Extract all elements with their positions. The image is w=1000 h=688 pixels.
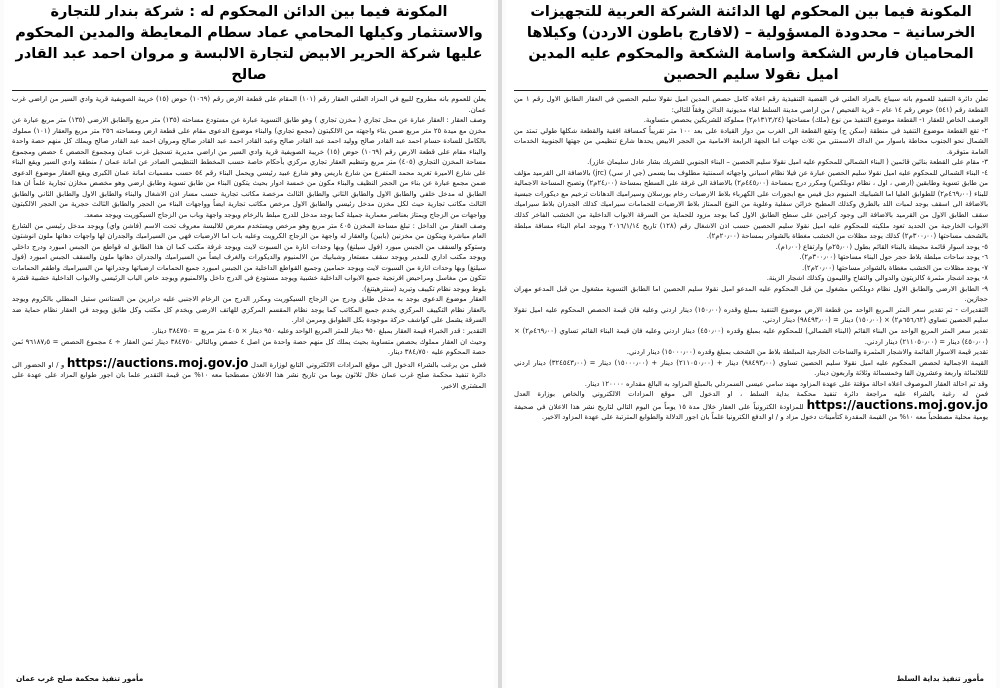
auction-website-link[interactable]: https://auctions.moj.gov.jo [66,355,249,370]
notice-paragraph: الوصف الخاص للعقار ١- القطعة موضوع التنفيذ من نوع (ملك) مساحتها (١٣١٣٫٢٤م٢) مملوكة للشريكين بحصص متساوية. [643,116,988,125]
notice-paragraph: ٩- الطابق الارضي والطابق الاول نظام دوبلكس مشغول من قبل المحكوم عليه المدعو اميل نقولا سليم الحصين اما الطابق التسوية مشغول من قبل المدعو مهران حجازين. [514,284,988,304]
auction-notice-west-amman [4,0,494,688]
notice-paragraph: التقديرات - تم تقدير سعر المتر المربع الواحد من قطعة الارض موضوع التنفيذ بمبلغ وقدره (١٥٠٫٠٠) دينار اردني وعليه فان قيمة الحصص المحكوم عليه اميل نقولا سليم الحصين تساوي (٦٥٦٫٦٢م٢) × (١٥٠٫٠٠) دينار = (٩٨٤٩٣٫٠٠) دينار اردني. [514,305,988,325]
notice-paragraph: التقدير : قدر الخبراء قيمة العقار بمبلغ ٩٥٠ دينار للمتر المربع الواحد وعليه ٩٥٠ دينار × ٤٠٥ متر مربع = ٣٨٤٧٥٠ دينار. [151,327,486,336]
notice-paragraph: فعلى من يرغب بالشراء الدخول الى موقع المزادات الالكتروني التابع لوزارة العدل https://auctions.moj.gov.jo و / او الحضور الى دائرة تنفيذ محكمة صلح غرب عمان خلال ثلاثون يوما من تاريخ نشر هذا الاعلان مصطحبا معه ١٠% من قيمة التقدير علما بان اجور طوابع المزاد على عهدة على المشتري الاخير. [12,355,486,390]
notice-paragraph: وصف العقار : العقار عبارة عن محل تجاري ( مخزن تجاري ) وهو طابق التسوية عبارة عن مستودع مساحته (١٣٥) متر مربع والطابق الارضي (١٣٥) متر مربع عبارة عن مخزن مع ميدة ٢٥ متر مربع ضمن بناء واجهته من الالكبتون (مجمع تجاري) والبناء موضوع الدعوى مقام على قطعة ارض ومساحته ٢٥٦ متر مربع والعقار (١٠١) مملوك بالكامل للسادة حسام احمد عبد القادر صالح ووليد احمد عبد القادر صالح وعبد القادر احمد عبد القادر صالح ومروان احمد عبد القادر صالح ويملك كل منهم حصة واحدة والبناء مقام على قطعة الارض رقم (١٠٦٩) حوض (١٥) خريبة الصويفية قرية وادي السير من اراضي مديرية تسجيل غرب عمان ومجموع الحصص ٤ حصص ومجموع مساحة المخزن التجاري (٤٠٥) متر مربع وتنظيم العقار تجاري مركزي بأحكام خاصة حسب المخطط التنظيمي الصادر عن امانة عمان / منطقة وادي السير ويقع البناء على شارع الاميرة تغريد محمد المتفرع من شارع باريس وهو شارع عبيد رئيسي ويحمل البناء رقم ٥٤ حسب مسميات امانة عمان الكبرى ويقع العقار موضوع الدعوى ضمن مجمع عبارة عن بناء من الحجر النظيف والبناء مكون من خمسة ادوار بحيث يتكون البناء من طابق تسوية وطابق ارضي وهو مخصص مخازن تجارية علماً ان هذا الطابق له مدخل خلفي والطابق الاول والطابق الثاني والطابق الثالث مرخصة مكاتب تجارية حسب مسار اذن الاشغال والبناء والطابق الاول والطابق الثاني والطابق الثالث مكاتب تجارية حيث لكل مخزن مدخل رئيسي والطابق الاول مرخص مكاتب تجارية ايضاً وواجهات البناء من الحجر والطابق الثالث حجرية من الحجر الالكبتون وواجهات من الزجاج ويمتاز بعناصر معمارية جميلة كما يوجد مدخل للدرج مبلط بالرخام ويوجد واجهة وباب من الزجاج السيكوريت ويوجد مصعد. [12,116,486,220]
auction-website-link[interactable]: https://auctions.moj.gov.jo [806,397,988,412]
notice-paragraph: وحيث ان العقار مملوك بحصص متساوية بحيث يملك كل منهم حصة واحدة من اصل ٤ حصص وبالتالي ٣٨٤٧٥٠ دينار ثمن العقار ÷ ٤ مجموع الحصص = ٩٦١٨٧٫٥ ثمن حصة المحكوم عليه ٣٨٤٫٧٥٠ دينار. [12,337,486,357]
notice-paragraph: تقدير سعر المتر المربع الواحد من البناء القائم (البناء الشمالي) للمحكوم عليه بمبلغ وقدره (٤٥٠٫٠٠) دينار اردني وعليه فان قيمة البناء القائم تساوي (٤٦٩٫٠٠م٢) × (٤٥٠٫٠٠) دينار = (٢١١٠٥٠٫٠٠) دينار اردني. [514,327,988,346]
auction-notice-salt [506,0,996,688]
notice-paragraph: وقد تم احالة العقار الموصوف اعلاه احالة مؤقتة على عهدة المزاود مهند سامي عيسى السمردلي بالمبلغ المزاود به البالغ مقداره ١٢٠٠٠٠ دينار. [584,379,988,388]
notice-heading: المكونة فيما بين الدائن المحكوم له : شركة بندار للتجارة والاستثمار وكيلها المحامي عماد سطام المعايطة والمدين المحكوم عليها شركة الحرير الابيض لتجارة الالبسة و مروان احمد عبد القادر صالح [15,4,483,83]
notice-intro: تعلن دائرة التنفيذ للعموم بانه سيباع بالمزاد العلني في القضية التنفيذية رقم اعلاه كامل حصص المدين اميل نقولا سليم الحصين في العقار الطابق الاول رقم ١ من القطعة رقم (٥٤١) حوض رقم ١٤ عام – قرية الفحيص / من اراضي مدينة السلط لقاء مديونية الدائن وفقاً للتالي: [514,95,988,114]
notice-paragraph: القيمة الاجمالية لحصص المحكوم عليه اميل نقولا سليم الحصين تساوي (٩٨٤٩٣٫٠٠) دينار + (٢١١٠٥٠٫٠٠) دينار + (١٥٠٠٠٫٠٠) دينار = (٣٢٤٥٤٣٫٠٠) دينار اردني للثلاثمائة واربعة وعشرون الفا وخمسمائة وثلاثة واربعون دينار. [514,358,989,378]
notice-paragraph: تقدير قيمة الاسوار القائمة والاشجار المثمرة والساحات الخارجية المبلطة بلاط من الشحف بمبلغ وقدره (١٥٠٠٠٫٠٠) دينار اردني. [626,348,988,357]
notice-paragraph: ٢- تقع القطعة موضوع التنفيذ في منطقة (سكن ج) وتقع القطعة الى الغرب من دوار القيادة على بعد ١٠٠ متر تقريباً كمسافة افقية والقطعة شكلها طولي تمتد من الشمال نحو الجنوب محاطة باسوار من الداك الاسمنتي من ثلاث جهات اما الجهة الرابعة الامامية من الحجر الابيض يحدها شارع تنظيمي من جهتها الجنوبية الخدمات العامة متوفرة. [514,126,989,156]
notice-paragraph: فمن له رغبة بالشراء عليه مراجعة دائرة تنفيذ محكمة بداية السلط ، او الدخول الى موقع المزادات الالكتروني والخاص بوزارة العدل https://auctions.moj.gov.jo للمزاودة الكترونياً على العقار خلال مدة ١٥ يوماً من اليوم التالي لتاريخ نشر هذا الاعلان في صحيفة يومية محلية مصطحباً معه ١٠% من القيمة المقدرة كتأمينات دخول مزاد و / او الدفع الكترونيا علماً بان اجور الدلالة والطوابع المترتبة على عهدة المزاود الاخير. [514,390,988,422]
notice-heading: المكونة فيما بين المحكوم لها الدائنة الشركة العربية للتجهيزات الخرسانية – محدودة المسؤولية – (لافارج باطون الاردن) وكيلاها المحاميان فارس الشكعة واسامة الشكعة والمحكوم عليه المدين اميل نقولا سليم الحصين [526,4,976,83]
notice-signature: مأمور تنفيذ محكمة صلح غرب عمان [16,674,144,683]
column-divider [498,0,502,688]
notice-signature: مأمور تنفيذ بداية السلط [896,674,984,683]
notice-body [514,94,988,423]
notice-paragraph: ٣- مقام على القطعة بنائين قائمين ( البناء الشمالي للمحكوم عليه اميل نقولا سليم الحصين – البناء الجنوبي للشريك بشار عادل سليمان عازر). [587,158,988,167]
notice-paragraph: ٦- يوجد ساحات مبلطة بلاط حجر حول البناء مساحتها (٣٠٠٫٠٠م٢). [799,253,988,262]
notice-paragraph: ٨- يوجد اشجار مثمرة كالزيتون والدوالي والتفاح والليمون وكذلك اشجار الزينة. [766,274,988,283]
notice-paragraph: ٤- البناء الشمالي للمحكوم عليه اميل نقولا سليم الحصين عبارة عن فيلا نظام اسباني واجهاته اسمنتية مطلوف بما يسمى (جي ار سي) (jrc) بالاضافة الى القرميد مؤلف من طابق تسوية وطابقين (ارضي ، اول ، نظام دوبلكس) ومكرر درج بمساحة (٤٤٥٫٠٠م٢) بالاضافة الى غرفة على السطح بمساحة (٢٤٫٠٠م٢) وتصبح المساحة الاجمالية للبناء (٤٦٩٫٠٠م٢) للطوابق العليا اما الشبابيك المنيوم دبل فيس مع ابجورات على الكهرباء بلاط الارضيات رخام بورسلان وسيراميك الدهانات ترخيم مع ديكورات جبسية بالاضافة الى اسقف بوجد لمبات اللد بالطرق وكذلك المطبخ خزائن سفلية وعلوية من النوع الممتاز بلاط الارضيات للحمامات سيراميك كذلك الجدران بلاط سيراميك سقف الطابق الاول من القرميد بالاضافة الى وجود كراجين على سطح الطابق الاول كما يوجد مزود للحماية من السرقة الابواب الداخلية من الخشب الفاخر كذلك الابواب الخارجية من الحديد تعود ملكيته للمحكوم عليه اميل نقولا سليم الحصين حسب اذن الاشغال رقم (١٢٨) تاريخ ٢٠١٦/١/١٤ ويوجد امام البناء مسافة مبلطة بالشحف مساحتها (٣٠٠٫٠٠م٢) كذلك يوجد مظلات من الخشب مغطاة بالشوادر بمساحة (٢٠٫٠٠م٢). [514,168,989,241]
notice-paragraph: ٥- يوجد اسوار قائمة محيطة بالبناء القائم بطول (٢٥٫٠٠م) وارتفاع (١٫٠٠م). [775,242,988,251]
heading-divider [12,90,486,91]
notice-paragraph: وصف العقار من الداخل : تبلغ مساحة المخزن ٤٠٥ متر مربع وهو مرخص ويستخدم معرض للالبسة معروف تحت الاسم (فاشن واي) ويوجد مدخل رئيسي من الشارع العام مباشرة وينكون من مخزنين (بابين) والعقار له واجهة من الزجاج الكرويت وعليه باب اما الارضيات فهي من السيراميك والجدران لها واجهات دهانها ملون انوشتون وستوكو والسقف من الجبس مبورد (فول سيلنغ) وبها وحدات انارة من السبوت لايت ويوجد غرفة مكتب كما ان هذا الطابق له قواطع من الجبس امبورد ودرج داخلي ويوجد مكتب اداري للمدير ويوجد سقف مستعار وشبابيك من الالمنيوم والديكورات والغرف ايضاً من السيراميك والجدران دهانها ملون والسقف الجبس امبورد (فول سيلنغ) وبها وحدات انارة من السبوت لايت ويوجد حمامين وجميع القواطع الداخلية من الجبس امبورد جميع الحمامات ارضياتها وجدرانها من السيراميك واطقم الحمامات تتكون من مغاسل ومراحيض افرنجية جميع الابواب الداخلية خشبية ويوجد مستودع في الدرج داخل والالمنيوم ويوجد خاص الباب الرئيسي والابواب الداخلية خشبية قشرة بلوط ويوجد نظام تكييف وتبريد (سنترهيتنغ). [12,221,486,293]
notice-paragraph: العقار موضوع الدعوى يوجد به مدخل طابق ودرج من الزجاج السيكوريت ومكرر الدرج من الرخام الاجنبي عليه درابزين من الستانس ستيل المطلي بالكروم ويوجد بالعقار نظام التكييف المركزي يخدم جميع المكاتب كما يوجد نظام المقسم المركزي للهاتف الارضي ويخدم كل مكتب وكل طابق ويوجد في العقار نظام حماية ضد السرقة يشمل على كواشف حركة موجودة بكل الطوابق ومرمن اذار. [12,295,486,325]
notice-paragraph: ٧- يوجد مظلات من الخشب مغطاة بالشوادر مساحتها (٢٠٫٠٠م٢). [802,263,988,272]
heading-divider [514,90,988,91]
notice-intro: يعلن للعموم بانه مطروح للبيع في المزاد العلني العقار رقم (١٠١) المقام على قطعة الارض رقم (١٠٦٩) حوض (١٥) خريبة الصويفية قرية وادي السير من اراضي غرب عمان. [12,95,486,114]
notice-body [12,94,486,391]
